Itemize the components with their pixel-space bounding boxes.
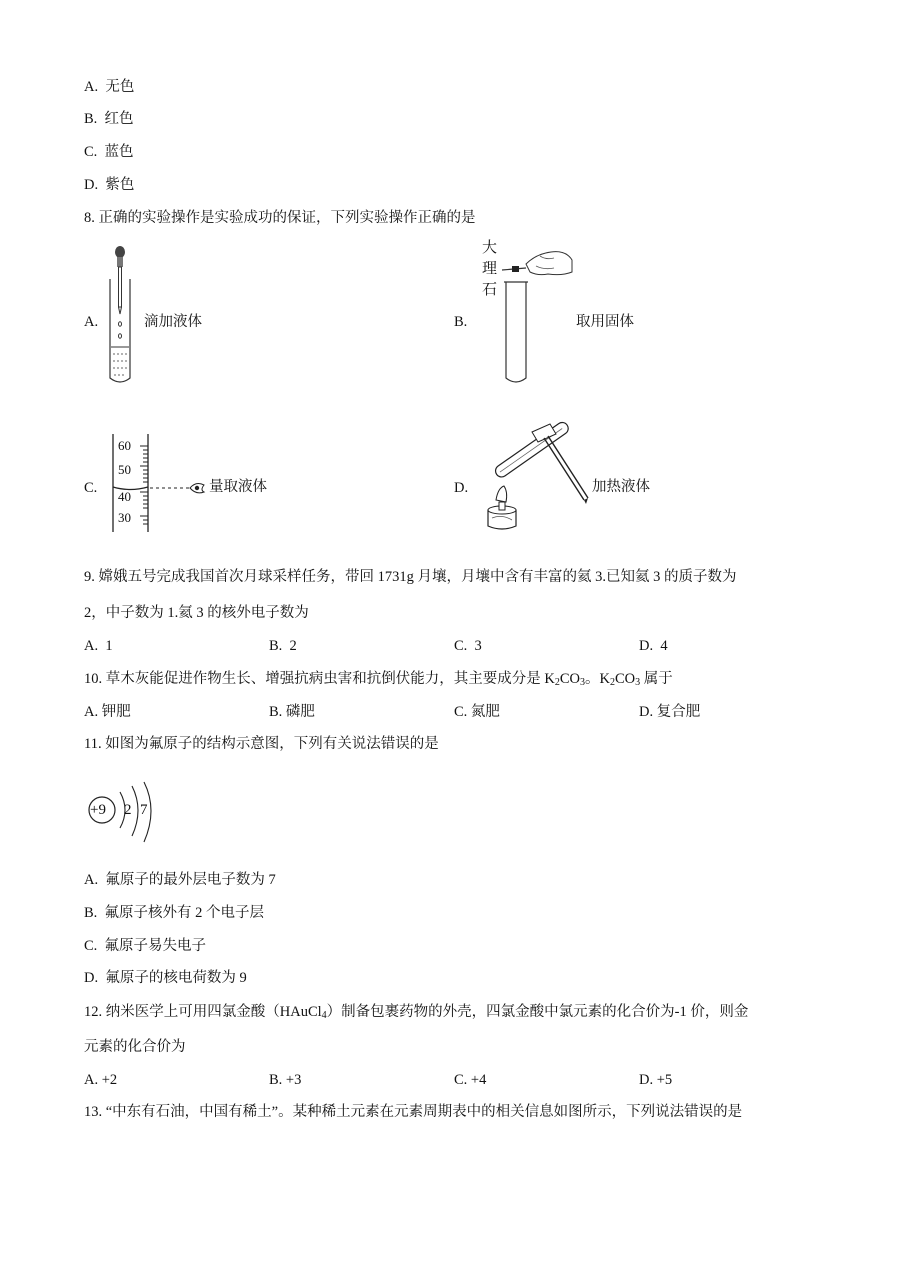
q8-option-c-letter: C. [84, 480, 98, 496]
q7-option-d [84, 175, 134, 195]
q9-option-a [84, 636, 113, 656]
option-text: 2 [289, 638, 297, 654]
q12-stem-part: ）制备包裹药物的外壳，四氯金酸中氯元素的化合价为-1 价，则金 [326, 1004, 749, 1020]
option-letter: C. [454, 1072, 468, 1088]
tweezers-test-tube-figure [496, 246, 576, 388]
q10-stem-part: CO [559, 671, 580, 687]
option-text: +5 [656, 1072, 673, 1088]
marble-label-char: 石 [482, 282, 498, 298]
option-letter: D. [639, 638, 654, 654]
q10-stem-part: 。K [585, 671, 610, 687]
option-letter: A. [84, 704, 99, 720]
q7-option-c [84, 142, 134, 162]
option-text: 4 [660, 638, 668, 654]
option-letter: D. [639, 704, 654, 720]
option-letter: B. [84, 111, 98, 127]
dropper-in-tube-figure [104, 244, 144, 386]
q11-option-b [84, 903, 264, 923]
option-text: 红色 [104, 111, 134, 127]
q11-option-d [84, 968, 247, 988]
q8-option-a-letter: A. [84, 314, 99, 330]
option-letter: C. [84, 144, 98, 160]
q8-option-c-caption: 量取液体 [209, 479, 267, 495]
option-letter: D. [639, 1072, 654, 1088]
shell1-electrons: 2 [124, 802, 132, 818]
scale-label: 30 [118, 510, 131, 525]
option-text: 蓝色 [104, 144, 134, 160]
nucleus-charge: +9 [90, 802, 106, 818]
q10-stem-part: CO [614, 671, 636, 687]
q12-option-a [84, 1070, 117, 1090]
q8-option-b-letter: B. [454, 314, 468, 330]
q8-option-a-caption: 滴加液体 [144, 314, 202, 330]
option-letter: C. [84, 938, 98, 954]
marble-label-char: 大 [482, 240, 498, 256]
option-letter: A. [84, 79, 99, 95]
graduated-cylinder-figure [100, 432, 208, 534]
marble-label [482, 238, 497, 301]
option-letter: C. [454, 638, 468, 654]
subscript: 4 [321, 1010, 327, 1021]
q11-option-c [84, 936, 206, 956]
q9-stem-line2: 2，中子数为 1.氦 3 的核外电子数为 [84, 605, 309, 621]
option-text: 钾肥 [101, 704, 131, 720]
q10-stem-part: 属于 [640, 671, 673, 687]
option-text: 氟原子易失电子 [104, 938, 207, 954]
option-text: 复合肥 [656, 704, 701, 720]
option-text: 氟原子的核电荷数为 9 [105, 970, 247, 986]
fluorine-atom-structure-diagram [84, 780, 164, 850]
option-text: 1 [105, 638, 113, 654]
q11-stem: 11. 如图为氟原子的结构示意图，下列有关说法错误的是 [84, 736, 439, 752]
option-text: +2 [101, 1072, 118, 1088]
q12-stem-part: 12. 纳米医学上可用四氯金酸（HAuCl [84, 1004, 322, 1020]
q10-option-a [84, 702, 131, 722]
q10-stem-part: 10. 草木灰能促进作物生长、增强抗病虫害和抗倒伏能力，其主要成分是 K [84, 671, 555, 687]
scale-label: 60 [118, 438, 131, 453]
q9-option-c [454, 636, 482, 656]
q8-stem: 8. 正确的实验操作是实验成功的保证，下列实验操作正确的是 [84, 210, 476, 226]
option-letter: A. [84, 872, 99, 888]
q9-option-d [639, 636, 668, 656]
option-text: +4 [470, 1072, 487, 1088]
option-letter: B. [269, 638, 283, 654]
subscript: 3 [580, 677, 585, 688]
scale-label: 40 [118, 489, 131, 504]
option-text: +3 [285, 1072, 302, 1088]
q10-option-d [639, 702, 700, 722]
q7-option-b [84, 109, 134, 129]
q11-option-a [84, 870, 276, 890]
option-letter: D. [84, 970, 99, 986]
option-letter: A. [84, 638, 99, 654]
option-letter: A. [84, 1072, 99, 1088]
option-letter: C. [454, 704, 468, 720]
option-letter: B. [84, 905, 98, 921]
option-text: 无色 [105, 79, 135, 95]
option-text: 氟原子核外有 2 个电子层 [104, 905, 265, 921]
q10-stem [84, 669, 673, 689]
q7-option-a [84, 77, 134, 97]
scale-label: 50 [118, 462, 131, 477]
option-text: 氟原子的最外层电子数为 7 [105, 872, 276, 888]
q12-stem-line1 [84, 1002, 748, 1022]
subscript: 2 [554, 677, 560, 688]
q8-option-d-letter: D. [454, 480, 469, 496]
option-text: 3 [474, 638, 482, 654]
shell2-electrons: 7 [140, 802, 148, 818]
q9-stem-line1: 9. 嫦娥五号完成我国首次月球采样任务，带回 1731g 月壤，月壤中含有丰富的氦 3.已知氦 3 的质子数为 [84, 569, 737, 585]
q12-option-d [639, 1070, 672, 1090]
option-letter: B. [269, 704, 283, 720]
option-text: 氮肥 [470, 704, 500, 720]
option-letter: B. [269, 1072, 283, 1088]
q10-option-c [454, 702, 500, 722]
q12-option-c [454, 1070, 486, 1090]
option-letter: D. [84, 177, 99, 193]
option-text: 紫色 [105, 177, 135, 193]
subscript: 2 [609, 677, 615, 688]
marble-label-char: 理 [482, 261, 498, 277]
option-text: 磷肥 [285, 704, 315, 720]
q12-stem-line2: 元素的化合价为 [84, 1039, 186, 1055]
q12-option-b [269, 1070, 301, 1090]
q8-option-b-caption: 取用固体 [576, 314, 634, 330]
q9-option-b [269, 636, 297, 656]
q8-option-d-caption: 加热液体 [592, 479, 650, 495]
heating-test-tube-figure [474, 418, 592, 534]
q10-option-b [269, 702, 315, 722]
subscript: 3 [635, 677, 641, 688]
q13-stem: 13. “中东有石油，中国有稀土”。某种稀土元素在元素周期表中的相关信息如图所示，下列说法错误的是 [84, 1104, 743, 1120]
